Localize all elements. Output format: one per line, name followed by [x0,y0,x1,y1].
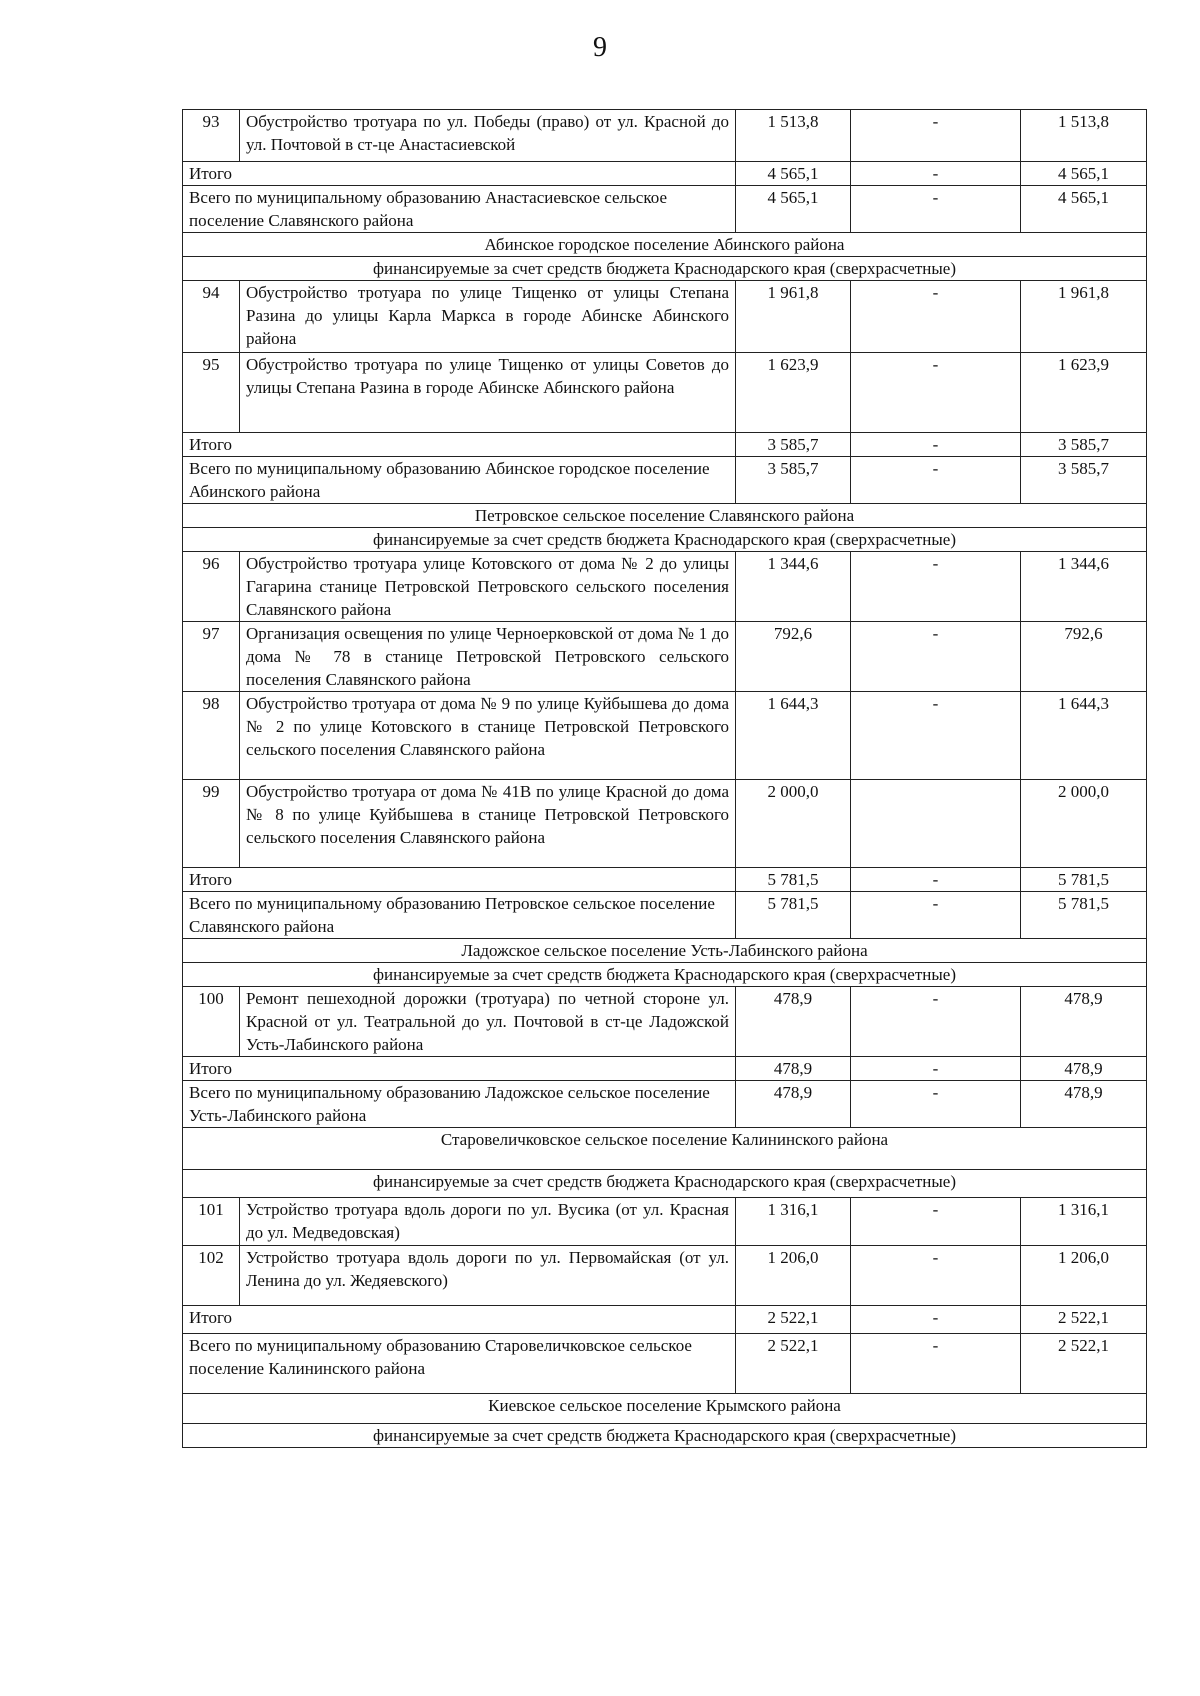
total-value-3: 4 565,1 [1021,186,1147,233]
section-heading: финансируемые за счет средств бюджета Краснодарского края (сверхрасчетные) [183,1170,1147,1198]
total-value-2: - [851,1334,1021,1394]
total-value-1: 5 781,5 [736,868,851,892]
row-description: Устройство тротуара вдоль дороги по ул. Вусика (от ул. Красная до ул. Медведовская) [240,1198,736,1246]
total-label: Всего по муниципальному образованию Старовеличковское сельское поселение Калининского района [183,1334,736,1394]
total-row [183,457,1147,504]
table-row [183,1246,1147,1306]
total-row [183,1306,1147,1334]
section-row [183,1394,1147,1424]
total-value-1: 4 565,1 [736,162,851,186]
total-value-2: - [851,1057,1021,1081]
total-label: Итого [183,868,736,892]
section-row [183,1424,1147,1448]
row-value-1: 1 344,6 [736,552,851,622]
row-number: 96 [183,552,240,622]
table-row [183,552,1147,622]
total-value-3: 5 781,5 [1021,892,1147,939]
row-value-2: - [851,281,1021,353]
row-number: 98 [183,692,240,780]
row-value-2: - [851,692,1021,780]
row-value-2: - [851,1198,1021,1246]
total-label: Всего по муниципальному образованию Ладожское сельское поселение Усть-Лабинского района [183,1081,736,1128]
section-heading: финансируемые за счет средств бюджета Краснодарского края (сверхрасчетные) [183,963,1147,987]
total-value-1: 478,9 [736,1057,851,1081]
section-heading: Киевское сельское поселение Крымского района [183,1394,1147,1424]
row-value-2: - [851,552,1021,622]
section-row [183,233,1147,257]
total-value-3: 2 522,1 [1021,1334,1147,1394]
row-value-2: - [851,1246,1021,1306]
row-description: Обустройство тротуара от дома № 9 по улице Куйбышева до дома № 2 по улице Котовского в станице Петровской Петровского сельского поселения Славянского района [240,692,736,780]
section-row [183,1128,1147,1170]
row-value-3: 1 961,8 [1021,281,1147,353]
row-value-1: 792,6 [736,622,851,692]
row-number: 95 [183,353,240,433]
section-row [183,257,1147,281]
total-label: Всего по муниципальному образованию Анастасиевское сельское поселение Славянского района [183,186,736,233]
row-value-3: 792,6 [1021,622,1147,692]
total-row [183,162,1147,186]
total-value-1: 2 522,1 [736,1306,851,1334]
row-value-2 [851,780,1021,868]
total-value-1: 478,9 [736,1081,851,1128]
row-description: Обустройство тротуара по улице Тищенко от улицы Степана Разина до улицы Карла Маркса в городе Абинске Абинского района [240,281,736,353]
total-value-3: 3 585,7 [1021,457,1147,504]
row-description: Ремонт пешеходной дорожки (тротуара) по четной стороне ул. Красной от ул. Театральной до ул. Почтовой в ст-це Ладожской Усть-Лабинского района [240,987,736,1057]
row-value-2: - [851,353,1021,433]
row-value-1: 2 000,0 [736,780,851,868]
total-value-2: - [851,1081,1021,1128]
section-heading: финансируемые за счет средств бюджета Краснодарского края (сверхрасчетные) [183,1424,1147,1448]
row-description: Обустройство тротуара по улице Тищенко от улицы Советов до улицы Степана Разина в городе Абинске Абинского района [240,353,736,433]
table-row [183,1198,1147,1246]
table-row [183,110,1147,162]
section-heading: Петровское сельское поселение Славянского района [183,504,1147,528]
row-value-3: 1 513,8 [1021,110,1147,162]
row-value-3: 1 644,3 [1021,692,1147,780]
section-heading: финансируемые за счет средств бюджета Краснодарского края (сверхрасчетные) [183,257,1147,281]
total-label: Всего по муниципальному образованию Петровское сельское поселение Славянского района [183,892,736,939]
section-heading: финансируемые за счет средств бюджета Краснодарского края (сверхрасчетные) [183,528,1147,552]
total-row [183,1081,1147,1128]
row-number: 97 [183,622,240,692]
total-value-3: 3 585,7 [1021,433,1147,457]
section-row [183,963,1147,987]
total-value-2: - [851,457,1021,504]
total-value-2: - [851,186,1021,233]
row-value-1: 1 316,1 [736,1198,851,1246]
row-description: Обустройство тротуара улице Котовского от дома № 2 до улицы Гагарина станице Петровской Петровского сельского поселения Славянского района [240,552,736,622]
table-row [183,622,1147,692]
row-number: 93 [183,110,240,162]
total-row [183,868,1147,892]
total-label: Итого [183,1306,736,1334]
row-number: 94 [183,281,240,353]
total-value-3: 5 781,5 [1021,868,1147,892]
section-heading: Ладожское сельское поселение Усть-Лабинского района [183,939,1147,963]
budget-table [182,109,1147,1448]
row-value-1: 478,9 [736,987,851,1057]
row-value-1: 1 623,9 [736,353,851,433]
total-label: Итого [183,1057,736,1081]
total-label: Итого [183,162,736,186]
row-number: 99 [183,780,240,868]
row-value-3: 1 206,0 [1021,1246,1147,1306]
table-row [183,353,1147,433]
total-value-3: 478,9 [1021,1057,1147,1081]
row-description: Обустройство тротуара от дома № 41В по улице Красной до дома № 8 по улице Куйбышева в станице Петровской Петровского сельского поселения Славянского района [240,780,736,868]
total-value-3: 478,9 [1021,1081,1147,1128]
total-value-2: - [851,162,1021,186]
row-description: Устройство тротуара вдоль дороги по ул. Первомайская (от ул. Ленина до ул. Жедяевского) [240,1246,736,1306]
total-value-2: - [851,433,1021,457]
row-value-1: 1 513,8 [736,110,851,162]
total-label: Итого [183,433,736,457]
total-row [183,892,1147,939]
row-value-1: 1 644,3 [736,692,851,780]
row-value-3: 1 623,9 [1021,353,1147,433]
section-row [183,528,1147,552]
total-value-1: 5 781,5 [736,892,851,939]
row-value-3: 478,9 [1021,987,1147,1057]
total-value-2: - [851,868,1021,892]
row-number: 101 [183,1198,240,1246]
table-row [183,987,1147,1057]
section-heading: Старовеличковское сельское поселение Калининского района [183,1128,1147,1170]
row-value-3: 1 344,6 [1021,552,1147,622]
total-value-1: 3 585,7 [736,457,851,504]
total-row [183,433,1147,457]
total-row [183,186,1147,233]
row-value-2: - [851,987,1021,1057]
total-value-2: - [851,1306,1021,1334]
table-row [183,281,1147,353]
section-row [183,1170,1147,1198]
row-description: Организация освещения по улице Черноерковской от дома № 1 до дома № 78 в станице Петровской Петровского сельского поселения Славянского района [240,622,736,692]
row-value-3: 1 316,1 [1021,1198,1147,1246]
row-value-2: - [851,622,1021,692]
row-number: 102 [183,1246,240,1306]
row-number: 100 [183,987,240,1057]
total-value-2: - [851,892,1021,939]
row-value-3: 2 000,0 [1021,780,1147,868]
table-row [183,780,1147,868]
row-value-1: 1 206,0 [736,1246,851,1306]
page-number: 9 [593,32,607,63]
section-row [183,504,1147,528]
total-value-1: 3 585,7 [736,433,851,457]
total-label: Всего по муниципальному образованию Абинское городское поселение Абинского района [183,457,736,504]
total-value-1: 2 522,1 [736,1334,851,1394]
section-heading: Абинское городское поселение Абинского района [183,233,1147,257]
row-value-1: 1 961,8 [736,281,851,353]
row-value-2: - [851,110,1021,162]
table-row [183,692,1147,780]
row-description: Обустройство тротуара по ул. Победы (право) от ул. Красной до ул. Почтовой в ст-це Анастасиевской [240,110,736,162]
section-row [183,939,1147,963]
total-value-1: 4 565,1 [736,186,851,233]
total-row [183,1334,1147,1394]
total-value-3: 4 565,1 [1021,162,1147,186]
budget-table-body [183,110,1147,1448]
total-value-3: 2 522,1 [1021,1306,1147,1334]
total-row [183,1057,1147,1081]
